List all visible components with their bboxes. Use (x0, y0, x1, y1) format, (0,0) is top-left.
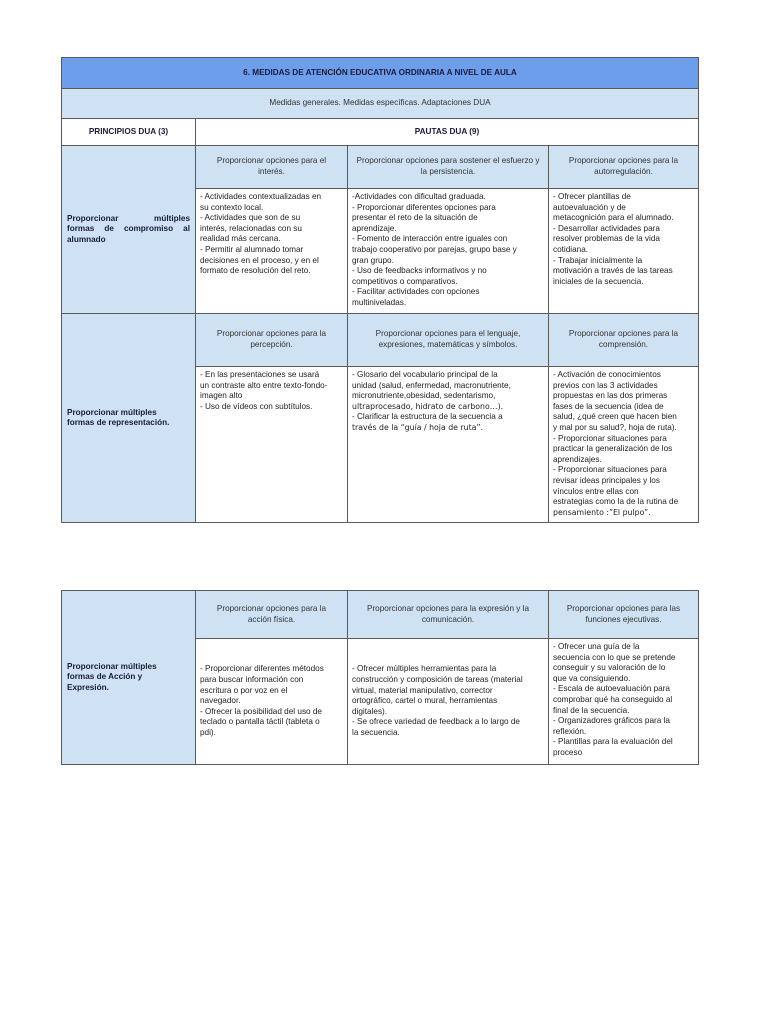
cell-line: - Ofrecer la posibilidad del uso de (200, 706, 322, 716)
table-title: 6. MEDIDAS DE ATENCIÓN EDUCATIVA ORDINARIA A NIVEL DE AULA (62, 58, 699, 89)
pauta-perception: Proporcionar opciones para la percepción. (196, 314, 348, 367)
cell-line: unidad (salud, enfermedad, macronutriente, (352, 380, 511, 390)
pauta-interest: Proporcionar opciones para el interés. (196, 146, 348, 189)
cell-line: comprobar qué ha conseguido al (553, 694, 673, 704)
cell-line: - Proporcionar diferentes opciones para (352, 202, 496, 212)
cell-line: escritura o por voz en el (200, 685, 288, 695)
cell-line: fases de la secuencia (idea de (553, 401, 664, 411)
cell-self-regulation (549, 189, 699, 314)
cell-line: un contraste alto entre texto-fondo- (200, 380, 328, 390)
principle-line: Proporcionar múltiples (67, 662, 157, 672)
cell-effort (348, 189, 549, 314)
cell-line: - Desarrollar actividades para (553, 223, 660, 233)
cell-line: - Escala de autoevaluación para (553, 684, 670, 694)
cell-line: ortográfico, cartel o mural, herramientas (352, 696, 498, 706)
cell-line: pdi). (200, 727, 216, 737)
cell-line: motivación a través de las tareas (553, 266, 673, 276)
cell-line: revisar ideas principales y los (553, 475, 660, 485)
cell-line: - Proporcionar situaciones para (553, 465, 667, 475)
cell-line: gran grupo. (352, 255, 394, 265)
cell-expression-communication (348, 639, 549, 765)
cell-line: practicar la generalización de los (553, 444, 673, 454)
cell-line: decisiones en el proceso, y en el (200, 255, 319, 265)
cell-line: y mal por su salud?, hoja de ruta). (553, 422, 677, 432)
principle-line: formas de representación. (67, 418, 170, 427)
cell-line: propuestas en las dos primeras (553, 391, 668, 401)
cell-line: - Ofrecer una guía de la (553, 642, 640, 651)
pauta-language: Proporcionar opciones para el lenguaje, expresiones, matemáticas y símbolos. (348, 314, 549, 367)
cell-line: para buscar información con (200, 675, 304, 685)
cell-line: teclado o pantalla táctil (tableta o (200, 717, 320, 727)
principle-action-expression (62, 591, 196, 765)
cell-line: - Ofrecer plantillas de (553, 192, 631, 201)
cell-line: digitales). (352, 706, 388, 716)
cell-line: que va consiguiendo. (553, 673, 631, 683)
cell-line: presentar el reto de la situación de (352, 213, 478, 223)
cell-line: formato de resolución del reto. (200, 266, 311, 276)
cell-line: estrategias como la de la rutina de (553, 497, 679, 507)
cell-line: autoevaluación y de (553, 202, 626, 212)
cell-language (348, 367, 549, 523)
cell-interest (196, 189, 348, 314)
cell-line: metacognición para el alumnado. (553, 213, 674, 223)
cell-line: - En las presentaciones se usará (200, 370, 320, 379)
principle-line: Proporcionar múltiples (67, 214, 190, 224)
cell-line: construcción y composición de tareas (material (352, 675, 523, 685)
cell-line: virtual, material manipulativo, corrector (352, 685, 493, 695)
cell-line: aprendizajes. (553, 454, 602, 464)
principle-engagement (62, 146, 196, 314)
cell-line: multiniveladas. (352, 297, 407, 307)
cell-line: la secuencia. (352, 727, 400, 737)
cell-line: final de la secuencia. (553, 705, 630, 715)
pauta-effort: Proporcionar opciones para sostener el esfuerzo y la persistencia. (348, 146, 549, 189)
dua-measures-table (61, 57, 699, 523)
cell-line: trabajo cooperativo por parejas, grupo base y (352, 244, 517, 254)
principle-line: alumnado (67, 234, 106, 244)
cell-line: previos con las 3 actividades (553, 380, 658, 390)
cell-line: secuencia con lo que se pretende (553, 652, 676, 662)
cell-line: través de la “guía / hoja de ruta”. (352, 422, 483, 432)
pauta-comprehension: Proporcionar opciones para la comprensión. (549, 314, 699, 367)
principle-line: Proporcionar múltiples (67, 407, 157, 417)
pautas-header: PAUTAS DUA (9) (196, 119, 699, 146)
principle-line: Expresión. (67, 682, 109, 692)
cell-line: competitivos o comparativos. (352, 276, 458, 286)
cell-line: - Glosario del vocabulario principal de la (352, 370, 498, 379)
cell-line: - Fomento de interacción entre iguales con (352, 234, 508, 244)
cell-line: - Activación de conocimientos (553, 370, 661, 379)
cell-line: - Actividades contextualizadas en (200, 192, 322, 201)
cell-line: conseguir y su valoración de lo (553, 663, 666, 673)
cell-line: - Plantillas para la evaluación del (553, 737, 673, 747)
principle-line: formas de Acción y (67, 672, 143, 682)
cell-line: imagen alto (200, 391, 243, 401)
cell-line: ultraprocesado, hidrato de carbono…). (352, 401, 504, 411)
cell-line: - Facilitar actividades con opciones (352, 287, 480, 297)
cell-line: resolver problemas de la vida (553, 234, 660, 244)
cell-line: realidad más cercana. (200, 234, 281, 244)
cell-line: aprendizaje. (352, 223, 397, 233)
cell-line: su contexto local. (200, 202, 264, 212)
table-subtitle: Medidas generales. Medidas específicas. Adaptaciones DUA (62, 89, 699, 119)
cell-line: - Uso de vídeos con subtítulos. (200, 401, 313, 411)
cell-line: - Ofrecer múltiples herramientas para la (352, 664, 497, 674)
cell-line: pensamiento :”El pulpo”. (553, 507, 651, 517)
cell-perception (196, 367, 348, 523)
cell-line: - Proporcionar situaciones para (553, 433, 667, 443)
dua-action-table (61, 590, 699, 765)
cell-executive-functions (549, 639, 699, 765)
cell-line: - Se ofrece variedad de feedback a lo largo de (352, 717, 520, 727)
cell-physical-action (196, 639, 348, 765)
principle-line: formas de compromiso al (67, 224, 190, 234)
cell-line: micronutriente,obesidad, sedentarismo, (352, 391, 496, 401)
cell-line: salud, ¿qué creen que hacen bien (553, 412, 677, 422)
cell-line: proceso (553, 747, 583, 757)
cell-line: - Uso de feedbacks informativos y no (352, 266, 487, 276)
cell-line: reflexión. (553, 726, 587, 736)
cell-line: - Proporcionar diferentes métodos (200, 664, 324, 674)
cell-line: interés, relacionadas con su (200, 223, 302, 233)
cell-line: iniciales de la secuencia. (553, 276, 644, 286)
cell-line: - Organizadores gráficos para la (553, 716, 670, 726)
principles-header: PRINCIPIOS DUA (3) (62, 119, 196, 146)
cell-line: - Permitir al alumnado tomar (200, 244, 304, 254)
cell-line: - Actividades que son de su (200, 213, 301, 223)
cell-line: cotidiana. (553, 244, 589, 254)
pauta-expression-communication: Proporcionar opciones para la expresión y la comunicación. (348, 591, 549, 639)
cell-comprehension (549, 367, 699, 523)
cell-line: navegador. (200, 696, 241, 706)
pauta-self-regulation: Proporcionar opciones para la autorregulación. (549, 146, 699, 189)
pauta-physical-action: Proporcionar opciones para la acción física. (196, 591, 348, 639)
cell-line: -Actividades con dificultad graduada. (352, 192, 486, 201)
principle-representation (62, 314, 196, 523)
pauta-executive-functions: Proporcionar opciones para las funciones ejecutivas. (549, 591, 699, 639)
cell-line: - Trabajar inicialmente la (553, 255, 643, 265)
cell-line: vínculos entre ellas con (553, 486, 639, 496)
cell-line: - Clarificar la estructura de la secuencia a (352, 412, 503, 422)
